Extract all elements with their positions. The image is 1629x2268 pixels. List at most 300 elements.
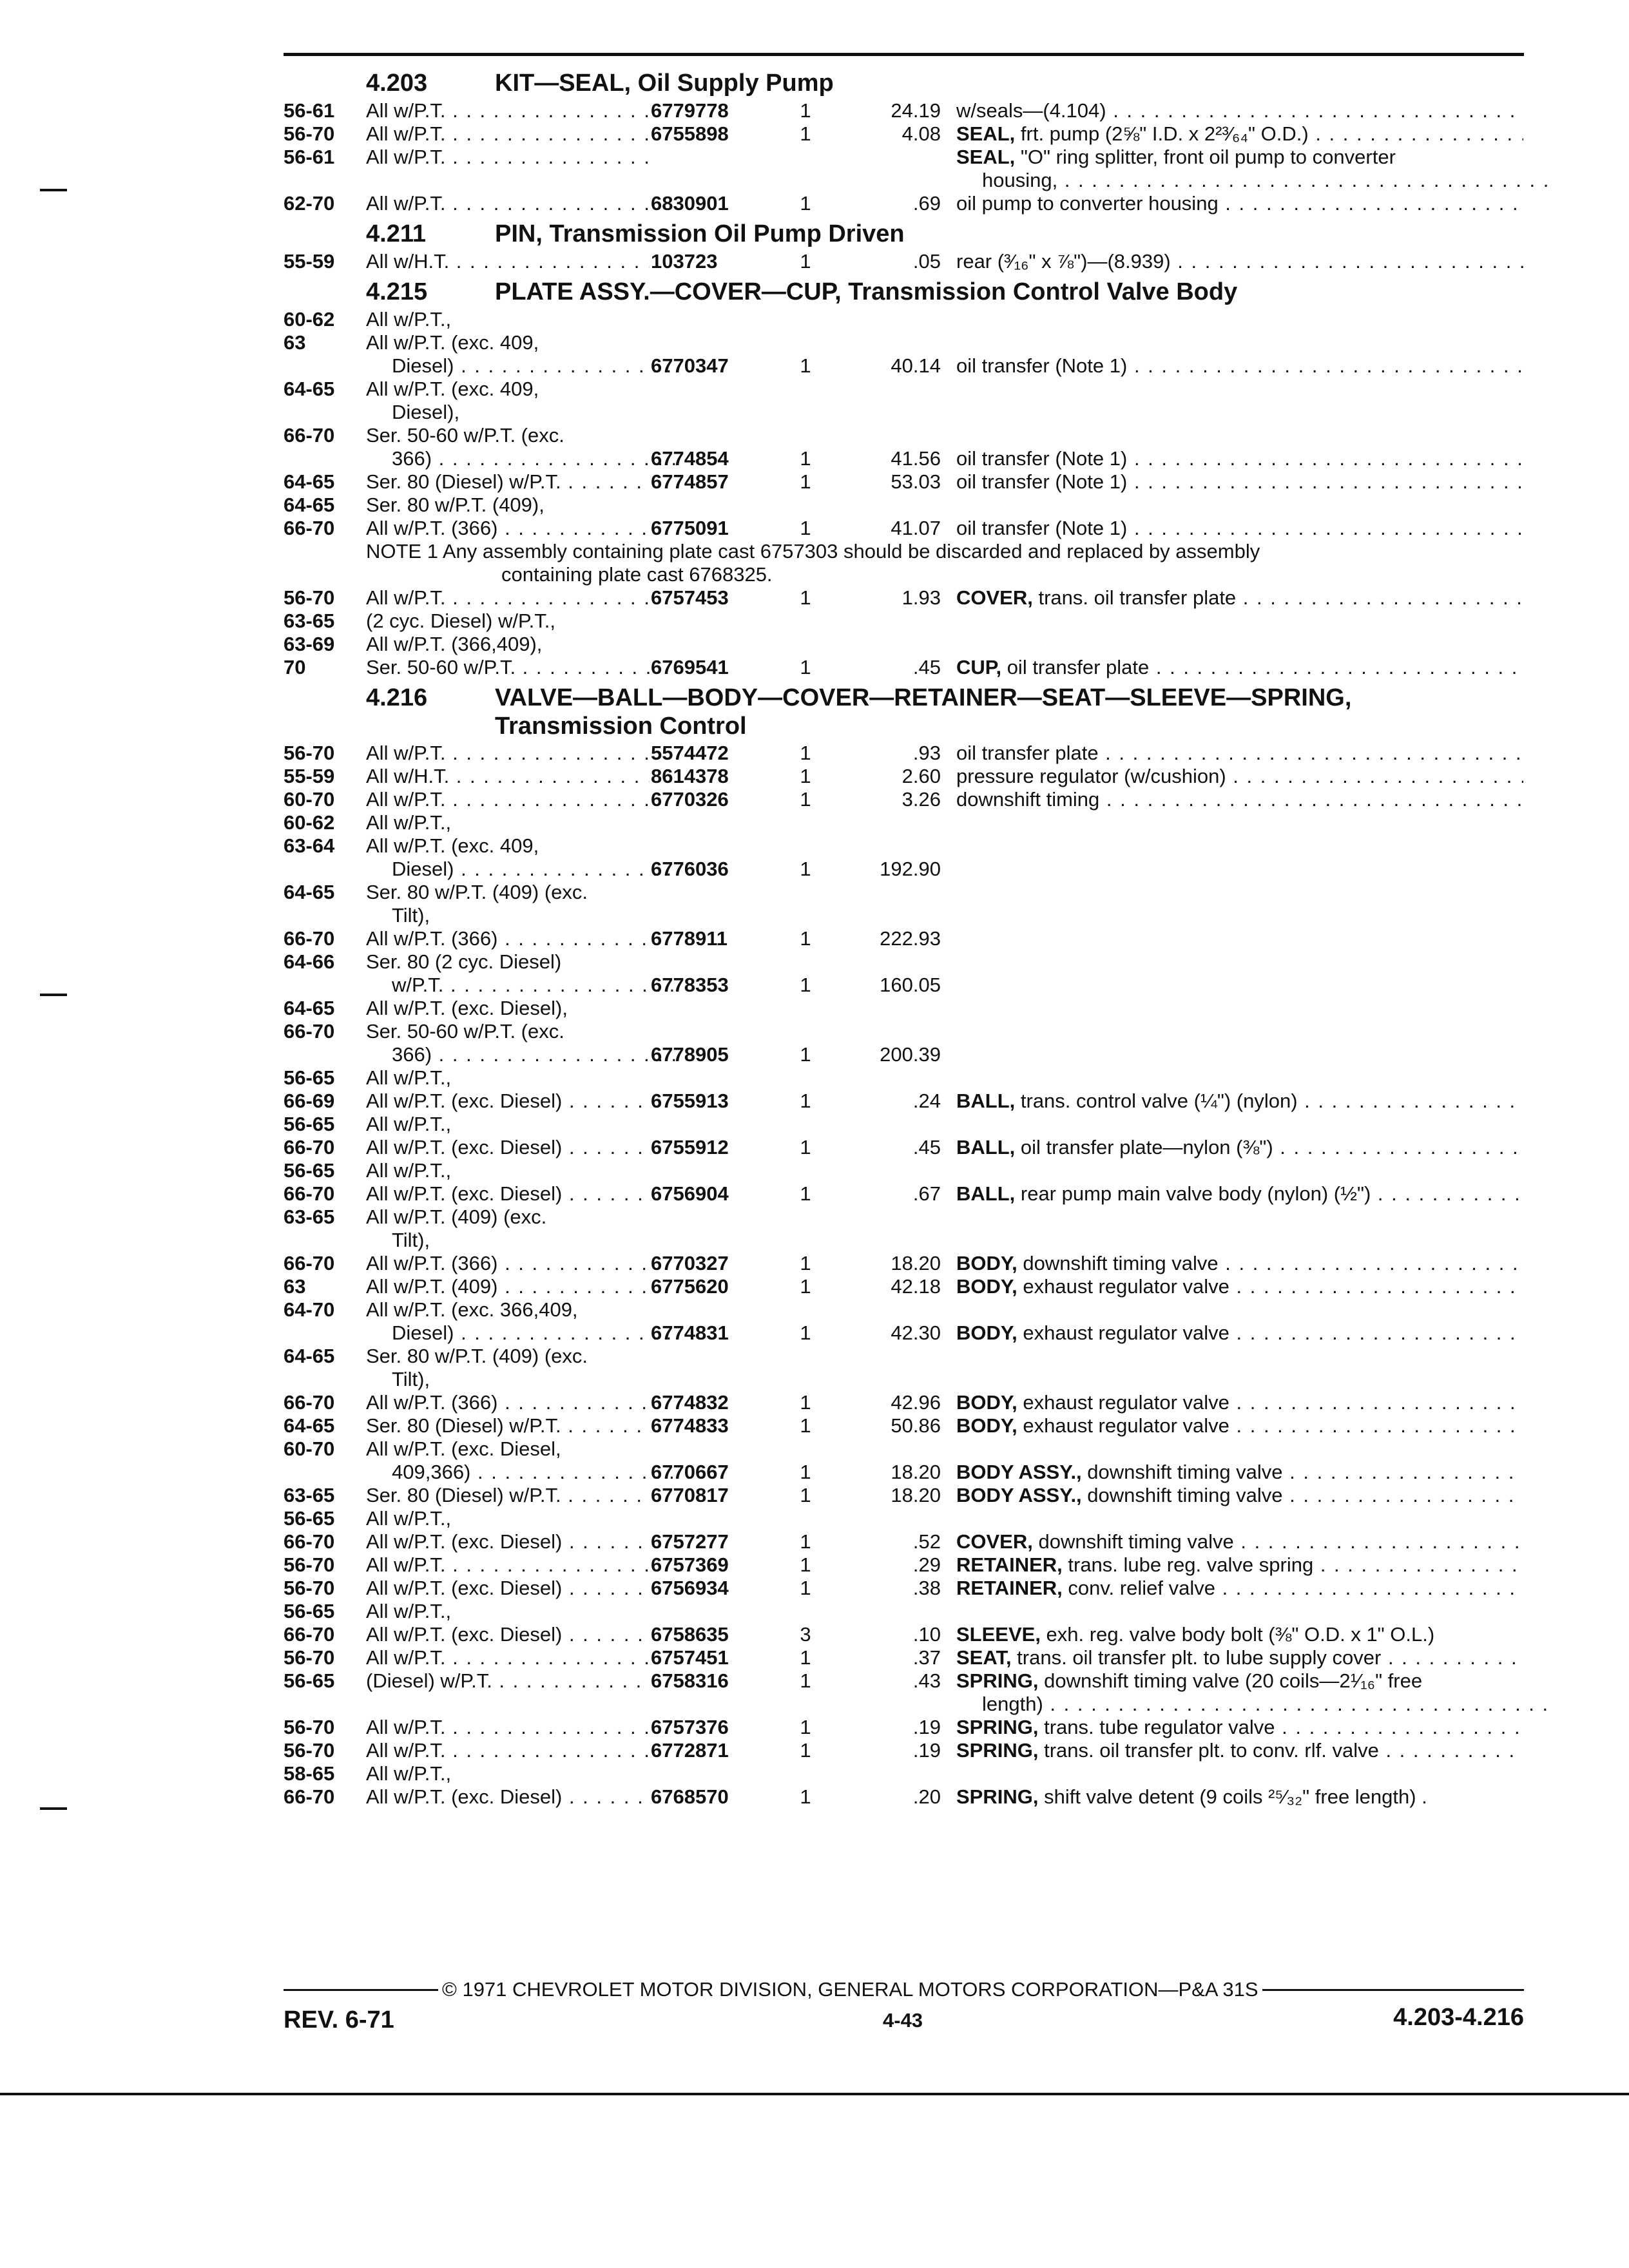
revision-label: REV. 6-71 [284,2006,394,2033]
parts-row [284,354,1524,378]
model-years: 60-70 [284,788,335,811]
description-keyword: BODY, [956,1252,1017,1274]
parts-row [284,1669,1524,1693]
quantity: 1 [800,788,811,811]
model-years: 64-65 [284,1414,335,1437]
parts-row [284,424,1524,447]
quantity: 1 [800,99,811,122]
quantity: 1 [800,1530,811,1553]
parts-row [284,1577,1524,1600]
application: All w/P.T. (exc. Diesel) . . . [366,1136,650,1159]
application: Ser. 80 (2 cyc. Diesel) [366,950,562,973]
application: All w/P.T. (409) (exc. [366,1206,547,1228]
model-years: 56-70 [284,1553,335,1576]
price: 42.30 [891,1321,941,1344]
description [956,1182,1523,1206]
description-text: downshift timing valve [1017,1252,1219,1274]
application: All w/P.T. (exc. Diesel) . . . [366,1530,650,1553]
application: Diesel) . . . [366,354,675,378]
top-rule [284,53,1524,56]
parts-row [284,1530,1524,1553]
description [956,1646,1523,1669]
price: 222.93 [880,927,941,950]
parts-row [284,811,1524,834]
description-text: exhaust regulator valve [1017,1414,1229,1437]
model-years: 56-70 [284,1716,335,1738]
price: 41.07 [891,517,941,539]
part-number: 6756934 [651,1577,729,1599]
application: 366) . . . [366,447,675,470]
price: .05 [912,250,941,273]
price: 18.20 [891,1461,941,1483]
application: Tilt), [392,1229,430,1251]
application: All w/P.T. (366) . . . [366,1391,650,1414]
application: Tilt), [392,1368,430,1390]
price: .20 [912,1785,941,1808]
description [956,656,1523,679]
parts-row [284,904,1524,927]
section-title-block [495,68,834,98]
parts-row [284,765,1524,788]
application: All w/P.T. . . . [366,788,650,811]
quantity: 1 [800,1252,811,1274]
model-years: 66-70 [284,1136,335,1158]
quantity: 1 [800,1090,811,1112]
price: .67 [912,1182,941,1205]
model-years: 63-64 [284,834,335,857]
quantity: 1 [800,1414,811,1437]
description [956,1577,1523,1600]
price: 42.96 [891,1391,941,1414]
parts-row [284,122,1524,146]
part-number: 6774854 [651,447,729,470]
application: All w/P.T. (366) . . . [366,517,650,540]
parts-row [284,997,1524,1020]
application: All w/P.T., [366,1600,452,1622]
description-text: "O" ring splitter, front oil pump to converter [1015,146,1396,168]
description [956,1252,1523,1275]
description [956,1623,1523,1646]
application: All w/P.T. (366,409), [366,633,543,655]
part-number: 8614378 [651,765,729,787]
description-text: shift valve detent (9 coils ²⁵⁄₃₂" free length) . [1038,1785,1427,1808]
description [956,470,1523,494]
parts-row [284,169,1524,192]
model-years: 70 [284,656,306,678]
section-title-block [495,684,1351,740]
quantity: 1 [800,586,811,609]
description-keyword: BODY, [956,1414,1017,1437]
part-number: 6755912 [651,1136,729,1158]
application: (Diesel) w/P.T. . . . [366,1669,650,1693]
description-text: frt. pump (2⅝" I.D. x 2²³⁄₆₄" O.D.) [1015,122,1309,145]
price: .45 [912,1136,941,1158]
parts-row [284,858,1524,881]
description-keyword: RETAINER, [956,1577,1063,1599]
description [956,1414,1523,1437]
price: 160.05 [880,974,941,996]
model-years: 66-70 [284,1391,335,1414]
application: All w/P.T. . . . [366,99,650,122]
parts-row [284,586,1524,610]
parts-row [284,308,1524,331]
parts-row [284,1182,1524,1206]
description-text: conv. relief valve [1062,1577,1215,1599]
part-number: 6758635 [651,1623,729,1646]
price: .43 [912,1669,941,1692]
price: .19 [912,1739,941,1762]
application: All w/P.T. (exc. Diesel) . . . [366,1577,650,1600]
model-years: 56-70 [284,586,335,609]
application: All w/P.T. . . . [366,586,650,610]
description-text: rear pump main valve body (nylon) (½") [1015,1182,1371,1205]
part-number: 6770327 [651,1252,729,1274]
application: Ser. 80 w/P.T. (409) (exc. [366,1345,588,1367]
parts-row [284,1785,1524,1809]
parts-row [284,1716,1524,1739]
model-years: 63 [284,1275,306,1298]
description-keyword: SPRING, [956,1739,1039,1762]
description [956,1669,1523,1693]
description [956,1785,1523,1809]
description-keyword: CUP, [956,656,1002,678]
part-number: 6774833 [651,1414,729,1437]
copyright-notice: © 1971 CHEVROLET MOTOR DIVISION, GENERAL MOTORS CORPORATION—P&A 31S [442,1978,1258,2001]
description-keyword: BALL, [956,1136,1016,1158]
quantity: 1 [800,1646,811,1669]
quantity: 1 [800,1461,811,1483]
description [956,146,1523,169]
application: All w/P.T. (exc. 409, [366,378,539,400]
model-years: 66-70 [284,1252,335,1274]
margin-mark [40,189,67,191]
model-years: 64-65 [284,1345,335,1367]
description [956,742,1523,765]
model-years: 64-70 [284,1298,335,1321]
application: Ser. 50-60 w/P.T. (exc. [366,424,564,447]
price: .45 [912,656,941,678]
application: All w/P.T. . . . [366,742,650,765]
parts-row [284,378,1524,401]
part-number: 6757451 [651,1646,729,1669]
description-text: downshift timing valve [1032,1530,1234,1553]
price: .29 [912,1553,941,1576]
description-keyword: BALL, [956,1090,1016,1112]
section-title: PIN, Transmission Oil Pump Driven [495,220,905,247]
section-heading [284,68,1524,98]
application: All w/P.T. . . . [366,1739,650,1762]
application: All w/P.T. . . . [366,1646,650,1669]
application: All w/P.T., [366,1113,452,1135]
application: All w/P.T. (366) . . . [366,1252,650,1275]
parts-row [284,950,1524,974]
model-years: 64-65 [284,881,335,903]
description-keyword: SPRING, [956,1716,1039,1738]
model-years: 56-65 [284,1669,335,1692]
application: All w/P.T., [366,308,452,331]
section-title: KIT—SEAL, Oil Supply Pump [495,70,834,97]
section-range: 4.203-4.216 [1393,2004,1524,2031]
note-line: containing plate cast 6768325. [501,563,773,586]
part-number: 103723 [651,250,718,273]
section-number: 4.215 [366,278,428,305]
price: .52 [912,1530,941,1553]
description-keyword: SEAL, [956,122,1016,145]
price: .10 [912,1623,941,1646]
part-number: 6757453 [651,586,729,609]
application: 409,366) . . . [366,1461,675,1484]
application: 366) . . . [366,1043,675,1066]
quantity: 1 [800,122,811,145]
price: .93 [912,742,941,764]
description [956,1484,1523,1507]
application: All w/P.T. . . . [366,192,650,215]
parts-row [284,1066,1524,1090]
description-keyword: BODY, [956,1321,1017,1344]
description-keyword: BODY ASSY., [956,1484,1082,1506]
quantity: 1 [800,1391,811,1414]
application: All w/P.T., [366,1066,452,1089]
price: 192.90 [880,858,941,880]
description [956,169,1549,192]
quantity: 1 [800,1275,811,1298]
parts-row [284,1739,1524,1762]
description-text: oil transfer plate—nylon (⅜") [1015,1136,1273,1158]
application: All w/P.T. (366) . . . [366,927,650,950]
price: 53.03 [891,470,941,493]
description-text: downshift timing valve [1081,1461,1283,1483]
parts-row [284,1321,1524,1345]
parts-row [284,1623,1524,1646]
parts-row [284,1159,1524,1182]
description-text: trans. control valve (¼") (nylon) [1015,1090,1298,1112]
parts-row [284,1484,1524,1507]
model-years: 56-65 [284,1113,335,1135]
parts-row [284,834,1524,858]
description-text: downshift timing valve (20 coils—2¹⁄₁₆" free [1038,1669,1423,1692]
quantity: 1 [800,1669,811,1692]
description-text: trans. oil transfer plate [1032,586,1237,609]
description [956,1275,1523,1298]
description-text: oil pump to converter housing [956,192,1219,215]
page-number: 4-43 [883,2009,923,2032]
description [956,1716,1523,1739]
parts-row [284,1252,1524,1275]
price: .37 [912,1646,941,1669]
quantity: 1 [800,927,811,950]
application: Diesel) . . . [366,1321,675,1345]
model-years: 66-70 [284,1182,335,1205]
model-years: 56-70 [284,1577,335,1599]
price: .19 [912,1716,941,1738]
parts-listing [284,64,1524,1809]
description-text: trans. tube regulator valve [1038,1716,1275,1738]
part-number: 6830901 [651,192,729,215]
description-keyword: SPRING, [956,1669,1039,1692]
part-number: 6755913 [651,1090,729,1112]
parts-row [284,1693,1524,1716]
description [956,1461,1523,1484]
application: All w/P.T., [366,1507,452,1530]
application: All w/P.T., [366,1159,452,1182]
model-years: 56-61 [284,146,335,168]
margin-mark [40,994,67,996]
model-years: 64-65 [284,494,335,516]
part-number: 6755898 [651,122,729,145]
part-number: 6778905 [651,1043,729,1066]
description-text: w/seals—(4.104) [956,99,1106,122]
model-years: 63-65 [284,1484,335,1506]
section-number: 4.203 [366,70,428,97]
model-years: 63-65 [284,610,335,632]
part-number: 6769541 [651,656,729,678]
model-years: 63-65 [284,1206,335,1228]
price: 40.14 [891,354,941,377]
parts-row [284,1275,1524,1298]
parts-row [284,1553,1524,1577]
application: Ser. 80 w/P.T. (409), [366,494,545,516]
part-number: 6779778 [651,99,729,122]
part-number: 6772871 [651,1739,729,1762]
quantity: 1 [800,192,811,215]
quantity: 1 [800,742,811,764]
model-years: 56-70 [284,1739,335,1762]
description-text: downshift timing valve [1081,1484,1283,1506]
model-years: 64-65 [284,997,335,1019]
price: 2.60 [901,765,941,787]
section-title-block [495,277,1237,307]
description-keyword: BODY, [956,1391,1017,1414]
parts-row [284,1762,1524,1785]
description [956,99,1523,122]
description-keyword: RETAINER, [956,1553,1063,1576]
price: 50.86 [891,1414,941,1437]
section-note [284,540,1524,586]
model-years: 64-66 [284,950,335,973]
model-years: 56-65 [284,1066,335,1089]
description [956,765,1523,788]
model-years: 60-62 [284,308,335,331]
model-years: 62-70 [284,192,335,215]
section-heading [284,219,1524,249]
part-number: 6774832 [651,1391,729,1414]
application: Ser. 80 w/P.T. (409) (exc. [366,881,588,903]
parts-row [284,1298,1524,1321]
part-number: 6770347 [651,354,729,377]
price: .38 [912,1577,941,1599]
model-years: 66-70 [284,1623,335,1646]
application: (2 cyc. Diesel) w/P.T., [366,610,556,632]
description-text: oil transfer plate [1001,656,1150,678]
parts-row [284,250,1524,273]
description [956,1553,1523,1577]
model-years: 56-70 [284,742,335,764]
parts-row [284,1229,1524,1252]
footer-rule-right [1262,1989,1524,1991]
description [956,1739,1523,1762]
section-number: 4.211 [366,220,426,247]
application: All w/P.T. (exc. Diesel) . . . [366,1785,650,1809]
quantity: 1 [800,1182,811,1205]
model-years: 64-65 [284,470,335,493]
section-heading [284,277,1524,307]
description-text: pressure regulator (w/cushion) [956,765,1226,787]
parts-row [284,1020,1524,1043]
model-years: 56-61 [284,99,335,122]
parts-row [284,1368,1524,1391]
model-years: 58-65 [284,1762,335,1785]
description [956,447,1523,470]
parts-row [284,146,1524,169]
description-keyword: BODY ASSY., [956,1461,1082,1483]
description-text: downshift timing [956,788,1100,811]
description-keyword: SLEEVE, [956,1623,1041,1646]
model-years: 55-59 [284,765,335,787]
application: All w/P.T. . . . [366,122,650,146]
part-number: 6775091 [651,517,729,539]
description-text: trans. oil transfer plt. to lube supply cover [1011,1646,1382,1669]
section-number: 4.216 [366,684,428,711]
quantity: 1 [800,1785,811,1808]
model-years: 56-65 [284,1600,335,1622]
part-number: 6757376 [651,1716,729,1738]
model-years: 66-70 [284,1530,335,1553]
description-text: oil transfer plate [956,742,1099,764]
price: .24 [912,1090,941,1112]
application: All w/P.T. . . . [366,1553,650,1577]
parts-row [284,656,1524,679]
part-number: 6757277 [651,1530,729,1553]
description [956,1136,1523,1159]
application: Ser. 80 (Diesel) w/P.T. . . . [366,1414,650,1437]
parts-row [284,470,1524,494]
parts-row [284,1646,1524,1669]
model-years: 55-59 [284,250,335,273]
part-number: 5574472 [651,742,729,764]
price: 4.08 [901,122,941,145]
application: Ser. 80 (Diesel) w/P.T. . . . [366,470,650,494]
model-years: 64-65 [284,378,335,400]
price: 3.26 [901,788,941,811]
quantity: 1 [800,1716,811,1738]
application: All w/P.T. . . . [366,146,650,169]
parts-row [284,927,1524,950]
page-footer [284,1978,1524,2036]
description-keyword: COVER, [956,1530,1033,1553]
description-text: oil transfer (Note 1) [956,354,1128,377]
quantity: 3 [800,1623,811,1646]
parts-row [284,1043,1524,1066]
description [956,788,1523,811]
model-years: 66-70 [284,927,335,950]
description-keyword: SPRING, [956,1785,1039,1808]
application: All w/P.T. (exc. Diesel) . . . [366,1623,650,1646]
description-text: trans. lube reg. valve spring [1062,1553,1314,1576]
quantity: 1 [800,1043,811,1066]
quantity: 1 [800,470,811,493]
quantity: 1 [800,1577,811,1599]
margin-mark [40,1807,67,1810]
description [956,1090,1523,1113]
description [956,122,1523,146]
part-number: 6776036 [651,858,729,880]
parts-row [284,331,1524,354]
description [956,1321,1523,1345]
parts-row [284,1206,1524,1229]
parts-row [284,192,1524,215]
description-text: exhaust regulator valve [1017,1391,1229,1414]
application: All w/P.T. (exc. 409, [366,834,539,857]
